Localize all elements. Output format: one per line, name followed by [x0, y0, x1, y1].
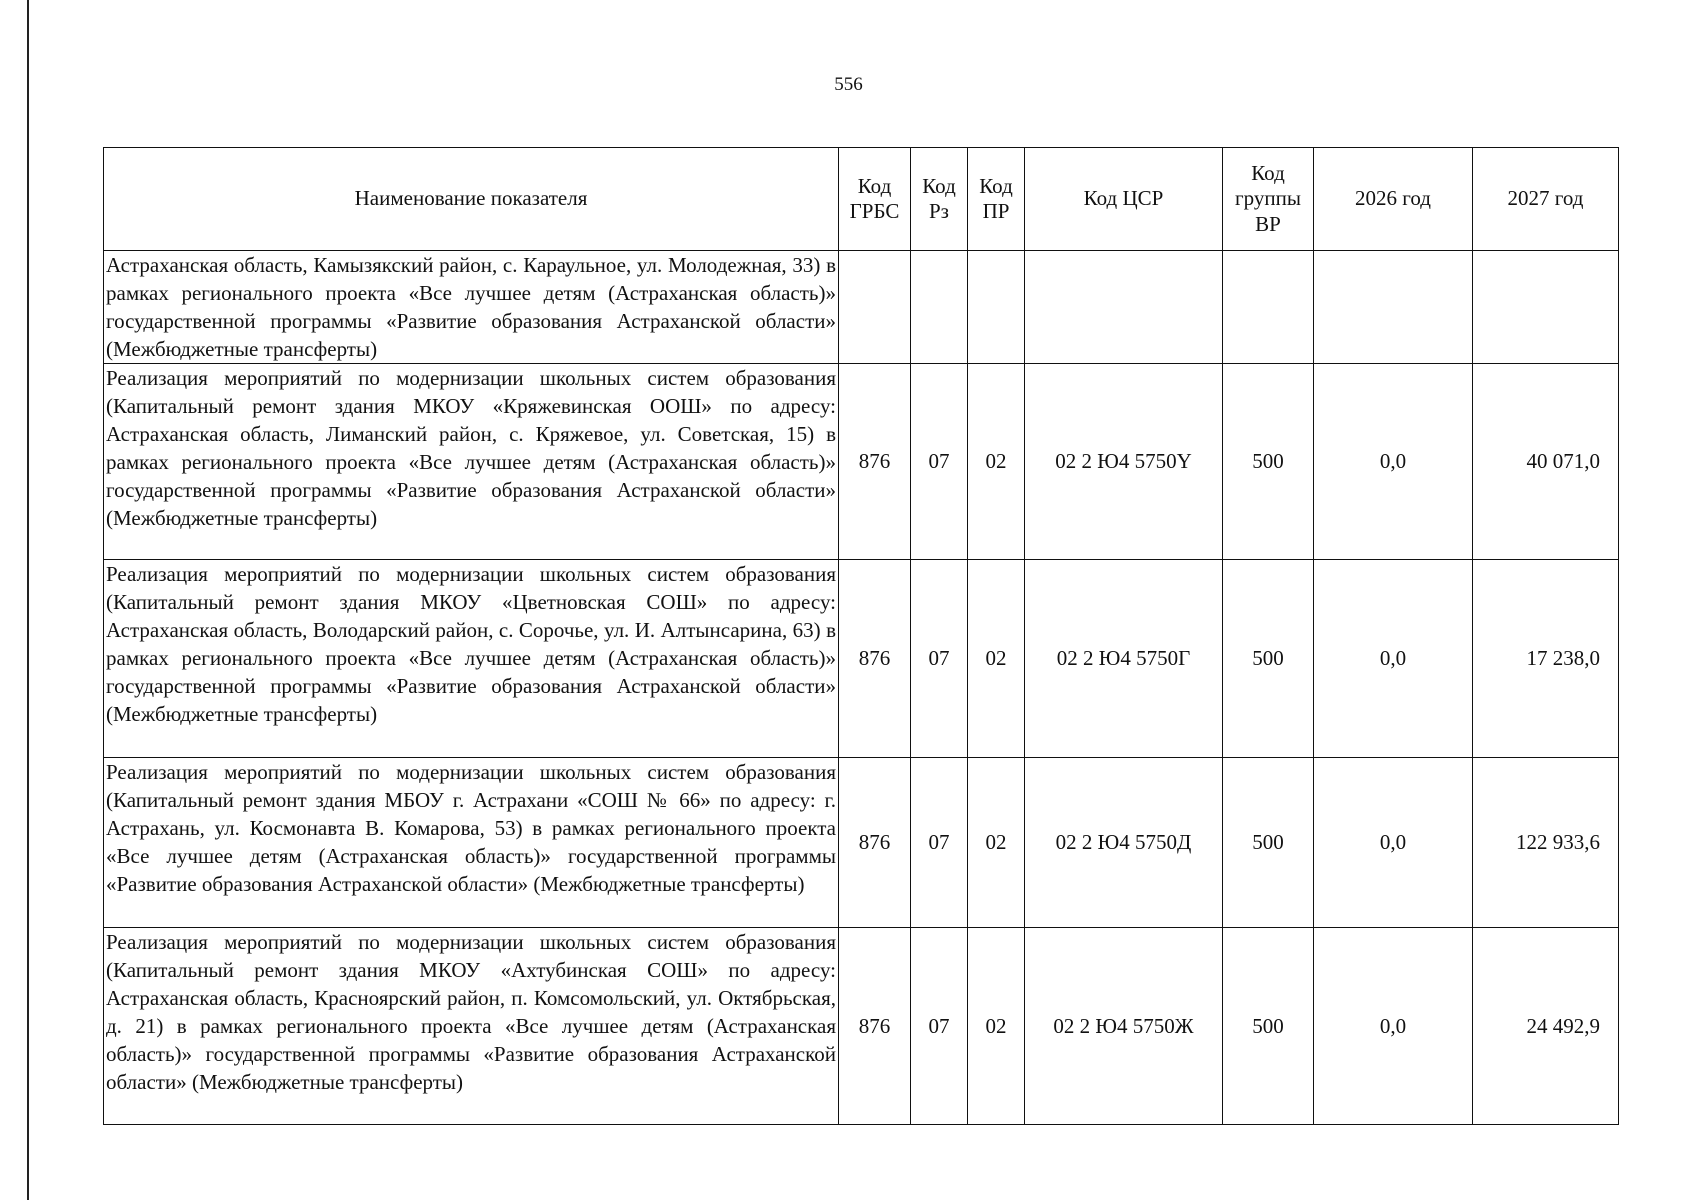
row-rz: 07: [911, 364, 968, 560]
header-grbs: Код ГРБС: [839, 148, 911, 251]
row-csr: 02 2 Ю4 5750Ж: [1025, 928, 1223, 1125]
row-vr: 500: [1223, 758, 1314, 928]
row-pr: 02: [968, 758, 1025, 928]
row-2027: 24 492,9: [1473, 928, 1619, 1125]
table-row: [104, 560, 1619, 758]
header-rz: Код Рз: [911, 148, 968, 251]
row-2027: 17 238,0: [1473, 560, 1619, 758]
row-csr: 02 2 Ю4 5750Y: [1025, 364, 1223, 560]
row-2027: [1473, 251, 1619, 364]
row-2027: 40 071,0: [1473, 364, 1619, 560]
row-vr: 500: [1223, 560, 1314, 758]
header-name: Наименование показателя: [104, 148, 839, 251]
table-row: [104, 758, 1619, 928]
row-grbs: 876: [839, 560, 911, 758]
row-grbs: 876: [839, 928, 911, 1125]
row-vr: [1223, 251, 1314, 364]
header-pr: Код ПР: [968, 148, 1025, 251]
header-csr: Код ЦСР: [1025, 148, 1223, 251]
row-name: Реализация мероприятий по модернизации школьных систем образования (Капитальный ремонт здания МКОУ «Ахтубинская СОШ» по адресу: Астраханская область, Красноярский район, п. Комсомольский, ул. Октябрьская, д. 21) в рамках регионального проекта «Все лучшее детям (Астраханская область)» государственной программы «Развитие образования Астраханской области» (Межбюджетные трансферты): [104, 928, 839, 1125]
row-grbs: 876: [839, 364, 911, 560]
row-2026: 0,0: [1314, 928, 1473, 1125]
table-row: [104, 364, 1619, 560]
row-csr: 02 2 Ю4 5750Д: [1025, 758, 1223, 928]
header-vr: Код группы ВР: [1223, 148, 1314, 251]
row-2026: 0,0: [1314, 560, 1473, 758]
budget-table: [103, 147, 1619, 1125]
header-2026: 2026 год: [1314, 148, 1473, 251]
row-2026: [1314, 251, 1473, 364]
page-number: 556: [834, 74, 863, 95]
row-name: Реализация мероприятий по модернизации школьных систем образования (Капитальный ремонт здания МБОУ г. Астрахани «СОШ № 66» по адресу: г. Астрахань, ул. Космонавта В. Комарова, 53) в рамках регионального проекта «Все лучшее детям (Астраханская область)» государственной программы «Развитие образования Астраханской области» (Межбюджетные трансферты): [104, 758, 839, 928]
left-margin-rule: [27, 0, 29, 1200]
row-pr: 02: [968, 560, 1025, 758]
row-name: Реализация мероприятий по модернизации школьных систем образования (Капитальный ремонт здания МКОУ «Кряжевинская ООШ» по адресу: Астраханская область, Лиманский район, с. Кряжевое, ул. Советская, 15) в рамках регионального проекта «Все лучшее детям (Астраханская область)» государственной программы «Развитие образования Астраханской области» (Межбюджетные трансферты): [104, 364, 839, 560]
row-vr: 500: [1223, 364, 1314, 560]
row-rz: 07: [911, 758, 968, 928]
row-2026: 0,0: [1314, 364, 1473, 560]
row-grbs: 876: [839, 758, 911, 928]
row-rz: 07: [911, 928, 968, 1125]
row-pr: 02: [968, 928, 1025, 1125]
row-2027: 122 933,6: [1473, 758, 1619, 928]
row-2026: 0,0: [1314, 758, 1473, 928]
row-rz: 07: [911, 560, 968, 758]
row-rz: [911, 251, 968, 364]
table-row: [104, 251, 1619, 364]
row-name: Реализация мероприятий по модернизации школьных систем образования (Капитальный ремонт здания МКОУ «Цветновская СОШ» по адресу: Астраханская область, Володарский район, с. Сорочье, ул. И. Алтынсарина, 63) в рамках регионального проекта «Все лучшее детям (Астраханская область)» государственной программы «Развитие образования Астраханской области» (Межбюджетные трансферты): [104, 560, 839, 758]
row-pr: [968, 251, 1025, 364]
row-grbs: [839, 251, 911, 364]
row-csr: [1025, 251, 1223, 364]
header-2027: 2027 год: [1473, 148, 1619, 251]
table-row: [104, 928, 1619, 1125]
row-name: Астраханская область, Камызякский район, с. Караульное, ул. Молодежная, 33) в рамках регионального проекта «Все лучшее детям (Астраханская область)» государственной программы «Развитие образования Астраханской области» (Межбюджетные трансферты): [104, 251, 839, 364]
table-header-row: [104, 148, 1619, 251]
row-pr: 02: [968, 364, 1025, 560]
row-csr: 02 2 Ю4 5750Г: [1025, 560, 1223, 758]
row-vr: 500: [1223, 928, 1314, 1125]
